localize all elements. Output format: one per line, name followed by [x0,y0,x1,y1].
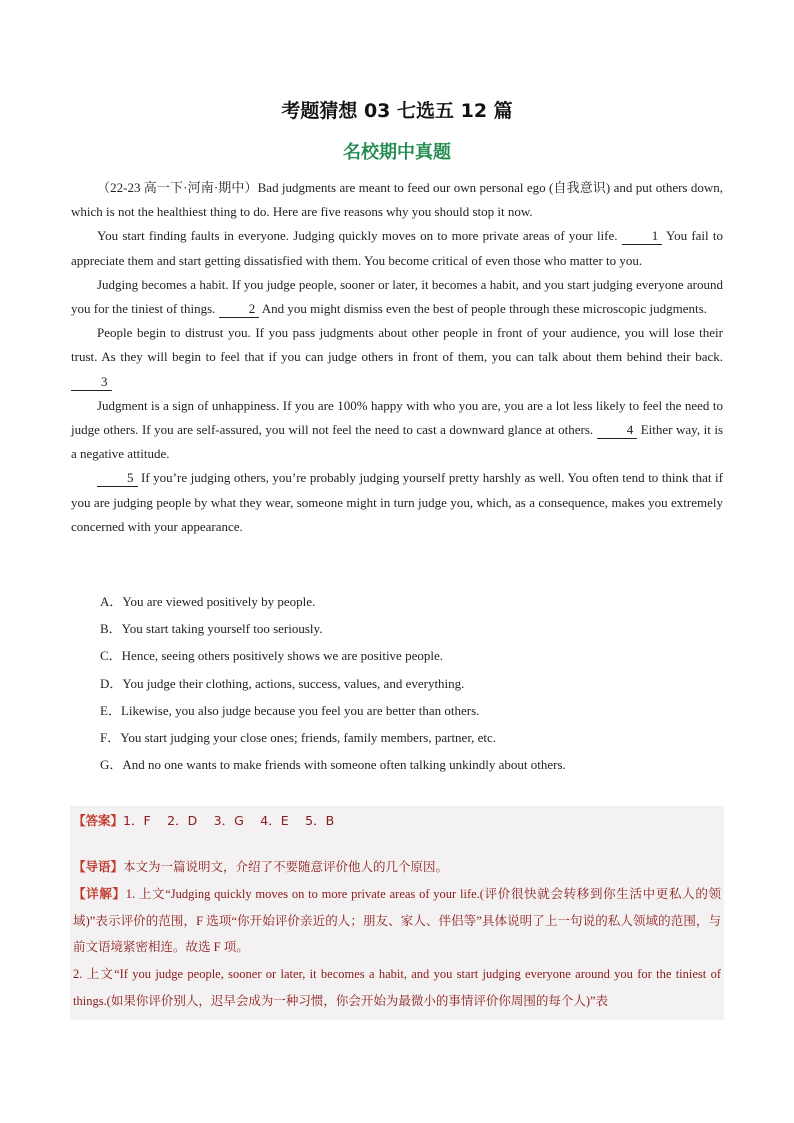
option-g[interactable]: G．And no one wants to make friends with someone often talking unkindly about others. [100,757,566,773]
blank-5[interactable]: 5 [97,470,138,487]
answer-line [73,809,334,833]
option-b[interactable]: B．You start taking yourself too seriously. [100,621,323,637]
answer-tag: 【答案】 [73,813,124,828]
detail-item-2: 2. 上文“If you judge people, sooner or later, it becomes a habit, and you start judging everyone around you for the tiniest of things.(如果你评价别人，迟早会成为一种习惯，你会开始为最微小的事情评价你周围的每个人)”表 [73,967,721,1008]
paragraph-6: 5 If you’re judging others, you’re probably judging yourself pretty harshly as well. You often tend to think that if you are judging people by what they wear, someone might in turn judge you, which, as a consequence, makes you extremely concerned with your appearance. [71,470,723,534]
page-title: 考题猜想 03 七选五 12 篇 [281,100,513,122]
detail-item-1: 【详解】1. 上文“Judging quickly moves on to more private areas of your life.(评价很快就会转移到你生活中更私人的领域)”表示评价的范围，F 选项“你开始评价亲近的人；朋友、家人、伴侣等”具体说明了上一句说的私人领域的范围，与前文语境紧密相连。故选 F 项。 [73,886,721,954]
answer-text: 1．F 2．D 3．G 4．E 5．B [123,813,335,828]
options-list [100,588,720,778]
option-f[interactable]: F．You start judging your close ones; friends, family members, partner, etc. [100,729,497,745]
answer-section [70,806,724,1020]
guide-text: 本文为一篇说明文，介绍了不要随意评价他人的几个原因。 [123,859,449,874]
guide-tag: 【导语】 [73,859,124,874]
option-c[interactable]: C．Hence, seeing others positively shows we are positive people. [100,648,443,664]
paragraph-1: （22-23 高一下·河南·期中）Bad judgments are meant to feed our own personal ego (自我意识) and put others down, which is not the healthiest thing to do. Here are five reasons why you should stop it now. [71,180,723,220]
paragraph-5: Judgment is a sign of unhappiness. If you are 100% happy with who you are, you are a lot less likely to feel the need to judge others. If you are self-assured, you will not feel the need to cast a downward glance at others. 4 Either way, it is a negative attitude. [71,397,724,462]
blank-3[interactable]: 3 [71,374,112,391]
option-a[interactable]: A．You are viewed positively by people. [100,594,316,609]
passage [71,176,723,539]
paragraph-2: You start finding faults in everyone. Judging quickly moves on to more private areas of your life. 1 You fail to appreciate them and start getting dissatisfied with them. You become critical of even those who matter to you. [71,228,723,268]
source-note: （22-23 高一下·河南·期中） [97,180,258,195]
option-d[interactable]: D．You judge their clothing, actions, success, values, and everything. [100,675,465,691]
blank-4[interactable]: 4 [597,422,638,439]
blank-2[interactable]: 2 [219,301,260,318]
guide-line [73,854,721,881]
option-e[interactable]: E．Likewise, you also judge because you feel you are better than others. [100,702,480,718]
paragraph-4: People begin to distrust you. If you pass judgments about other people in front of your audience, you will lose their trust. As they will begin to feel that if you can judge others in front of them, you can talk about them behind their back. 3 [71,325,723,389]
blank-1[interactable]: 1 [622,228,663,245]
page-subtitle: 名校期中真题 [343,142,451,163]
paragraph-3: Judging becomes a habit. If you judge people, sooner or later, it becomes a habit, and you start judging everyone around you for the tiniest of things. 2 And you might dismiss even the best of people through these microscopic judgments. [71,276,723,317]
detail-tag: 【详解】 [73,886,126,901]
